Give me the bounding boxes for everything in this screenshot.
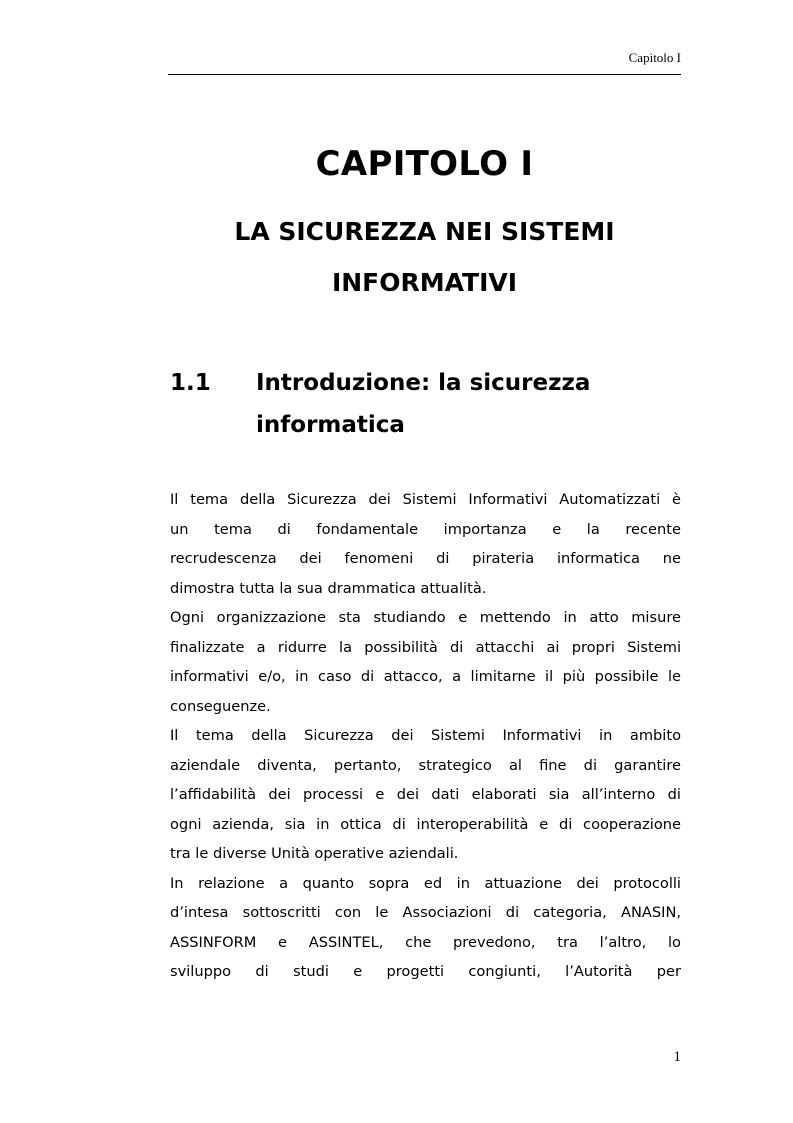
- text-line: recrudescenza dei fenomeni di pirateria informatica ne: [170, 550, 681, 567]
- section-title-line: informatica: [256, 412, 405, 438]
- chapter-title-line: LA SICUREZZA NEI SISTEMI: [234, 217, 615, 246]
- text-line: ogni azienda, sia in ottica di interoperabilità e di cooperazione: [170, 815, 681, 833]
- text-line: l’affidabilità dei processi e dei dati elaborati sia all’interno di: [170, 786, 681, 803]
- paragraph: [170, 485, 681, 603]
- text-line: sviluppo di studi e progetti congiunti, l’Autorità per: [170, 963, 681, 980]
- text-line: Il tema della Sicurezza dei Sistemi Informativi Automatizzati è: [170, 491, 681, 508]
- chapter-number: CAPITOLO I: [315, 144, 534, 184]
- paragraph: [170, 721, 681, 869]
- chapter-title: [168, 206, 681, 308]
- header-rule: [168, 74, 681, 75]
- text-line: In relazione a quanto sopra ed in attuazione dei protocolli: [170, 874, 681, 892]
- text-line: Ogni organizzazione sta studiando e mettendo in atto misure: [170, 609, 681, 626]
- text-line: tra le diverse Unità operative aziendali.: [170, 845, 459, 862]
- text-line: Il tema della Sicurezza dei Sistemi Informativi in ambito: [170, 727, 681, 744]
- text-line: dimostra tutta la sua drammatica attualità.: [170, 579, 487, 597]
- text-line: conseguenze.: [170, 697, 271, 715]
- section-number: 1.1: [170, 370, 211, 396]
- section-title-line: Introduzione: la sicurezza: [256, 370, 591, 396]
- text-line: aziendale diventa, pertanto, strategico al fine di garantire: [170, 756, 681, 774]
- chapter-title-line: INFORMATIVI: [331, 268, 518, 297]
- text-line: d’intesa sottoscritti con le Associazioni di categoria, ANASIN,: [170, 904, 681, 921]
- text-line: finalizzate a ridurre la possibilità di attacchi ai propri Sistemi: [170, 638, 681, 656]
- text-line: un tema di fondamentale importanza e la recente: [170, 520, 681, 538]
- running-header: Capitolo I: [628, 50, 681, 65]
- page-number: 1: [673, 1049, 681, 1065]
- text-line: informativi e/o, in caso di attacco, a limitarne il più possibile le: [170, 668, 681, 685]
- paragraph: [170, 603, 681, 721]
- section-title: [256, 362, 676, 446]
- paragraph: [170, 869, 681, 987]
- body-text: [170, 485, 681, 987]
- text-line: ASSINFORM e ASSINTEL, che prevedono, tra l’altro, lo: [170, 933, 681, 951]
